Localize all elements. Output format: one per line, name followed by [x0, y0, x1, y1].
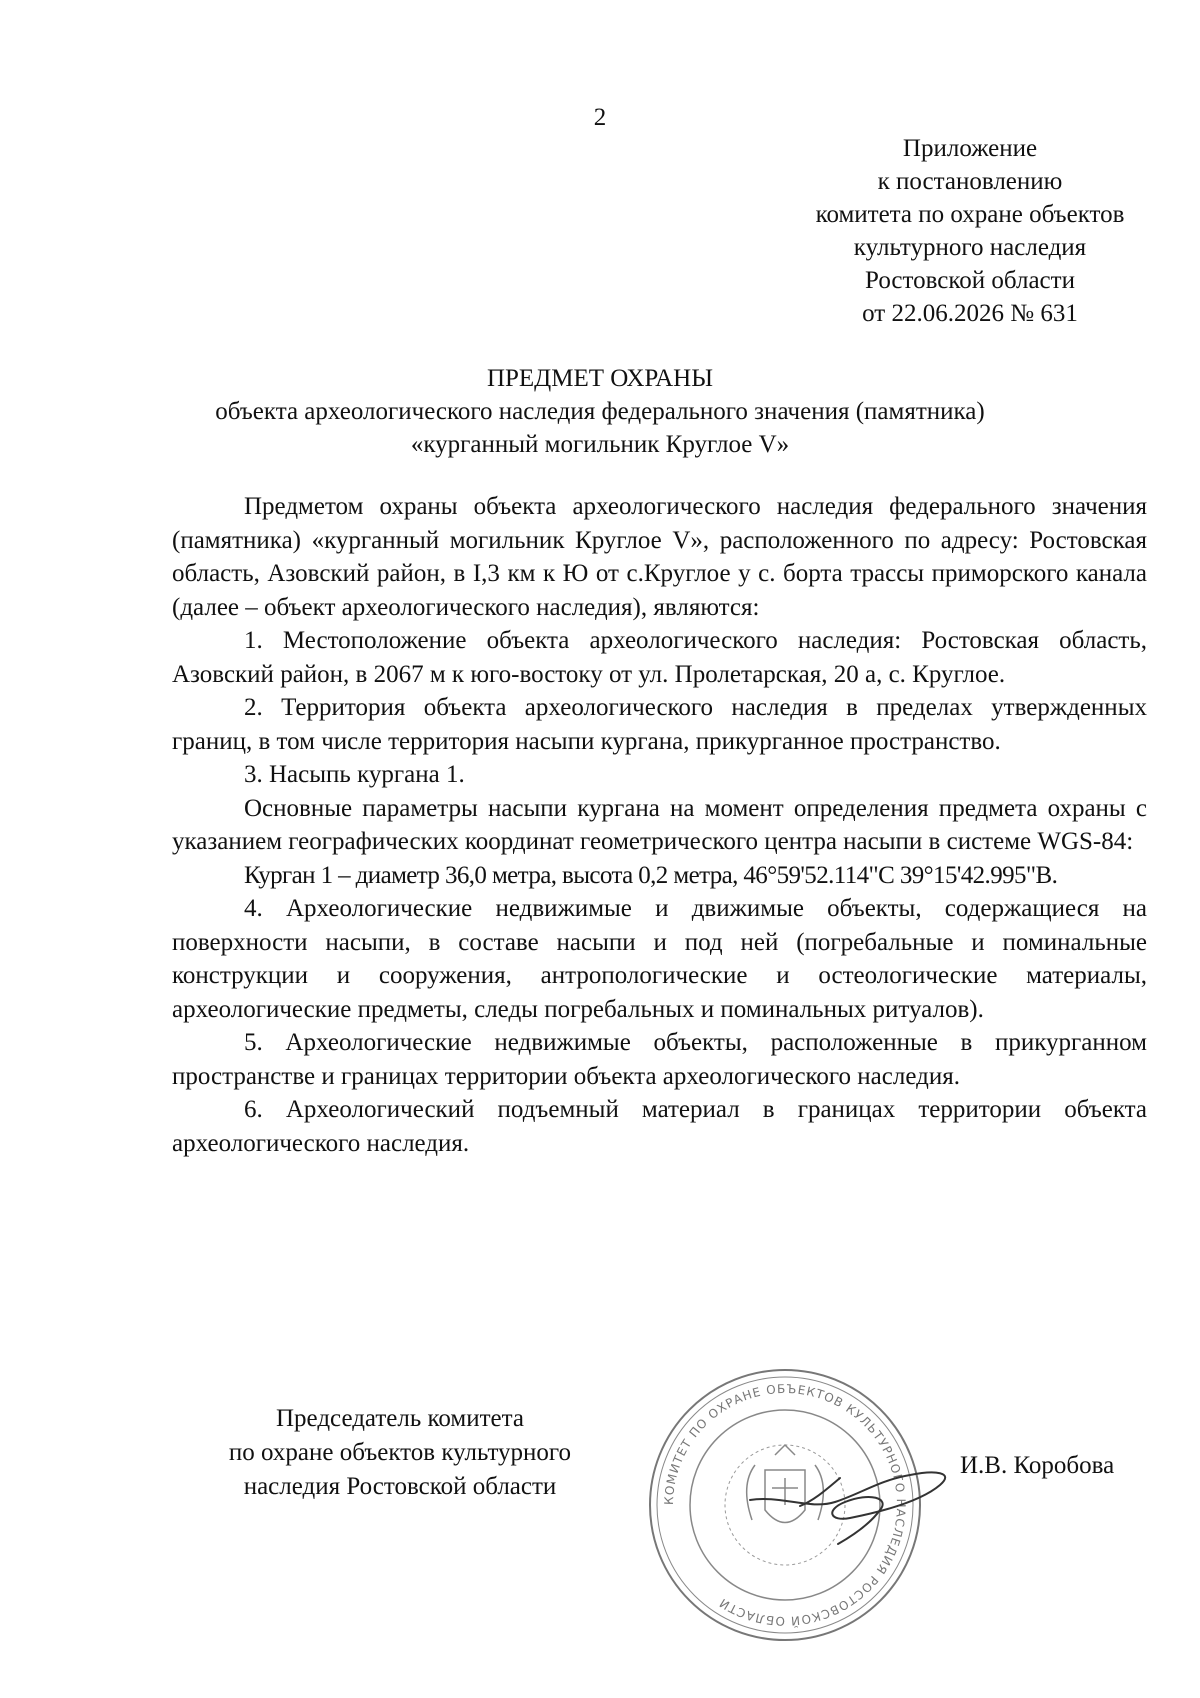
page-number: 2 — [593, 104, 607, 131]
signatory-position-line: Председатель комитета — [276, 1405, 524, 1432]
title-subtitle-line: объекта археологического наследия федерального значения (памятника) — [215, 398, 985, 425]
appendix-line: культурного наследия — [853, 234, 1087, 261]
title-subtitle-line: «курганный могильник Круглое V» — [410, 431, 790, 458]
signatory-position — [180, 1402, 620, 1504]
appendix-line: к постановлению — [877, 168, 1063, 195]
mound-parameters: Основные параметры насыпи кургана на момент определения предмета охраны с указанием географических координат геометрического центра насыпи в системе WGS-84: — [172, 794, 1147, 855]
signatory-position-line: по охране объектов культурного — [228, 1439, 572, 1466]
item-surroundings: 5. Археологические недвижимые объекты, расположенные в прикурганном пространстве и границах территории объекта археологического наследия. — [172, 1029, 1147, 1090]
item-objects: 4. Археологические недвижимые и движимые объекты, содержащиеся на поверхности насыпи, в составе насыпи и под ней (погребальные и поминальные конструкции и сооружения, антропологические и остеологические материалы, археологические предметы, следы погребальных и поминальных ритуалов). — [172, 895, 1147, 1023]
appendix-block — [760, 132, 1180, 330]
kurgan-coordinates: Курган 1 – диаметр 36,0 метра, высота 0,2 метра, 46°59'52.114"С 39°15'42.995"В. — [244, 861, 1058, 889]
signatory-name: И.В. Коробова — [960, 1452, 1115, 1479]
document-title — [0, 362, 1200, 461]
handwritten-signature — [740, 1440, 970, 1550]
appendix-line: от 22.06.2026 № 631 — [862, 300, 1078, 327]
intro-paragraph: Предметом охраны объекта археологического наследия федерального значения (памятника) «курганный могильник Круглое V», расположенного по адресу: Ростовская область, Азовский район, в I,3 км к Ю от с.Круглое у с. борта трассы приморского канала (далее – объект археологического наследия), являются: — [172, 493, 1147, 621]
signatory-position-line: наследия Ростовской области — [243, 1473, 557, 1500]
appendix-line: Приложение — [902, 135, 1038, 162]
item-surface-material: 6. Археологический подъемный материал в границах территории объекта археологического наследия. — [172, 1096, 1147, 1157]
appendix-line: комитета по охране объектов — [815, 201, 1125, 228]
document-body — [172, 490, 1147, 1160]
title-heading: ПРЕДМЕТ ОХРАНЫ — [486, 365, 714, 392]
item-mound: 3. Насыпь кургана 1. — [244, 761, 465, 788]
item-territory: 2. Территория объекта археологического наследия в пределах утвержденных границ, в том числе территория насыпи кургана, прикурганное пространство. — [172, 694, 1147, 755]
item-location: 1. Местоположение объекта археологического наследия: Ростовская область, Азовский район, в 2067 м к юго-востоку от ул. Пролетарская, 20 а, с. Круглое. — [172, 627, 1147, 688]
appendix-line: Ростовской области — [865, 267, 1075, 294]
seal-ring-text: КОМИТЕТ ПО ОХРАНЕ ОБЪЕКТОВ КУЛЬТУРНОГО НАСЛЕДИЯ РОСТОВСКОЙ ОБЛАСТИ — [661, 1381, 909, 1629]
